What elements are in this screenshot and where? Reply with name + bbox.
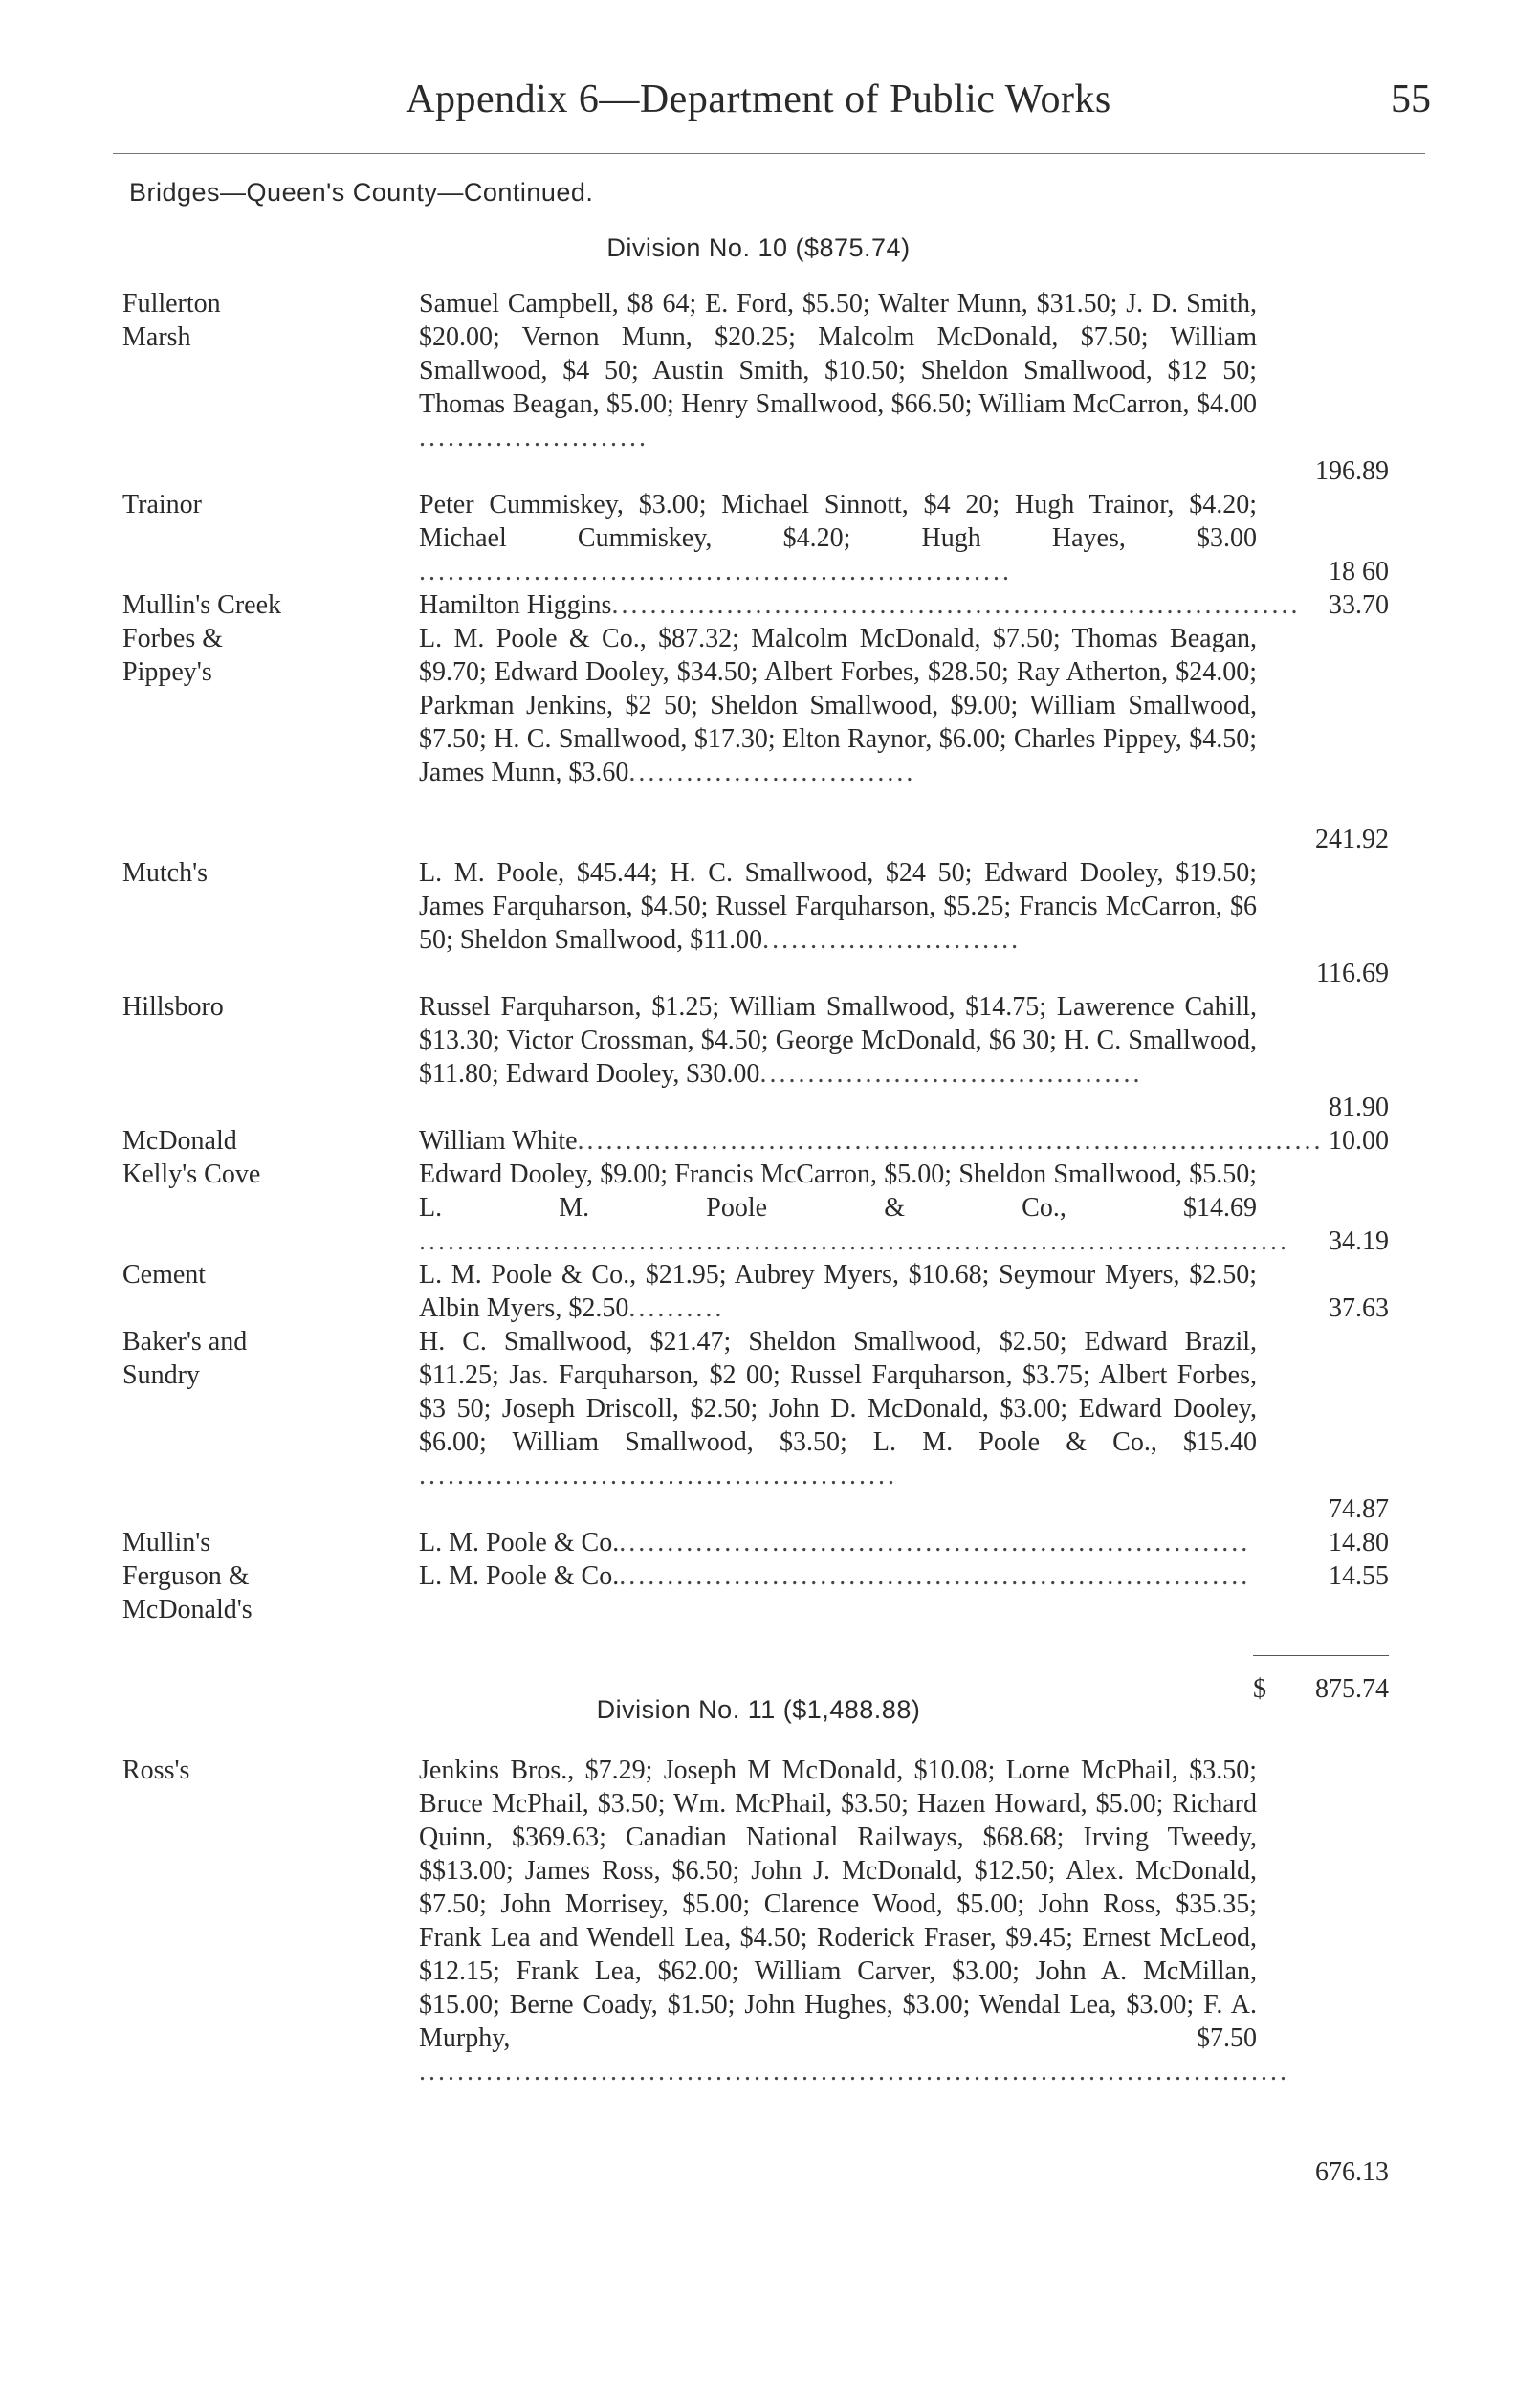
payee-list: L. M. Poole & Co., $21.95; Aubrey Myers, $10.68; Seymour Myers, $2.50; Albin Myers, $2.50 bbox=[419, 1260, 1257, 1323]
section-title: Bridges—Queen's County—Continued. bbox=[129, 178, 594, 207]
entry-amount: 74.87 bbox=[1329, 1494, 1389, 1524]
page-header bbox=[0, 77, 1517, 134]
running-title: Appendix 6—Department of Public Works bbox=[406, 77, 1111, 122]
entry-description: Russel Farquharson, $1.25; William Smallwood, $14.75; Lawerence Cahill, $13.30; Victor Crossman, $4.50; George McDonald, $6 30; H. C. Smallwood, $11.80; Edward Dooley, $30.00........................................ bbox=[419, 992, 1257, 1089]
place-name: Cement bbox=[122, 1260, 207, 1290]
entry-amount: 33.70 bbox=[1329, 590, 1389, 620]
entry-amount: 81.90 bbox=[1329, 1093, 1389, 1122]
place-name: Trainor bbox=[122, 490, 202, 519]
header-rule bbox=[113, 153, 1425, 154]
payee-list: L. M. Poole & Co. bbox=[419, 1528, 620, 1557]
payee-list: Hamilton Higgins bbox=[419, 590, 612, 620]
entry-amount: 676.13 bbox=[1315, 2157, 1389, 2187]
entry-amount: 10.00 bbox=[1329, 1126, 1389, 1156]
place-name: Baker's and Sundry bbox=[122, 1327, 248, 1390]
place-name: Ross's bbox=[122, 1756, 190, 1785]
entry-description: L. M. Poole & Co................................................................... bbox=[419, 1528, 1251, 1557]
payee-list: William White bbox=[419, 1126, 578, 1156]
entry-amount: 116.69 bbox=[1316, 959, 1389, 988]
payee-list: Russel Farquharson, $1.25; William Smallwood, $14.75; Lawerence Cahill, $13.30; Victor Crossman, $4.50; George McDonald, $6 30; H. C. Smallwood, $11.80; Edward Dooley, $30.00 bbox=[419, 992, 1257, 1089]
place-name: Kelly's Cove bbox=[122, 1160, 261, 1189]
payee-list: Jenkins Bros., $7.29; Joseph M McDonald, $10.08; Lorne McPhail, $3.50; Bruce McPhail, $3.50; Wm. McPhail, $3.50; Hazen Howard, $5.00; Richard Quinn, $369.63; Canadian National Railways, $68.68; Irving Tweedy, $$13.00; James Ross, $6.50; John J. McDonald, $12.50; Alex. McDonald, $7.50; John Morrisey, $5.00; Clarence Wood, $5.00; John Ross, $35.35; Frank Lea and Wendell Lea, $4.50; Roderick Fraser, $9.45; Ernest McLeod, $12.15; Frank Lea, $62.00; William Carver, $3.00; John A. McMillan, $15.00; Berne Coady, $1.50; John Hughes, $3.00; Wendal Lea, $3.00; F. A. Murphy, $7.50 bbox=[419, 1756, 1257, 2053]
entry-description: L. M. Poole & Co................................................................... bbox=[419, 1561, 1251, 1591]
place-name: Mutch's bbox=[122, 858, 209, 888]
place-name: Hillsboro bbox=[122, 992, 224, 1022]
place-name: Mullin's bbox=[122, 1528, 211, 1557]
place-name: Forbes & Pippey's bbox=[122, 624, 223, 687]
place-name: Ferguson & McDonald's bbox=[122, 1561, 253, 1624]
payee-list: H. C. Smallwood, $21.47; Sheldon Smallwood, $2.50; Edward Brazil, $11.25; Jas. Farquharson, $2 00; Russel Farquharson, $3.75; Albert Forbes, $3 50; Joseph Driscoll, $2.50; John D. McDonald, $3.00; Edward Dooley, $6.00; William Smallwood, $3.50; L. M. Poole & Co., $15.40 bbox=[419, 1327, 1257, 1457]
entry-description: L. M. Poole, $45.44; H. C. Smallwood, $24 50; Edward Dooley, $19.50; James Farquharson, $4.50; Russel Farquharson, $5.25; Francis McCarron, $6 50; Sheldon Smallwood, $11.00........................... bbox=[419, 858, 1257, 955]
entry-description: L. M. Poole & Co., $87.32; Malcolm McDonald, $7.50; Thomas Beagan, $9.70; Edward Dooley, $34.50; Albert Forbes, $28.50; Ray Atherton, $24.00; Parkman Jenkins, $2 50; Sheldon Smallwood, $9.00; William Smallwood, $7.50; H. C. Smallwood, $17.30; Elton Raynor, $6.00; Charles Pippey, $4.50; James Munn, $3.60.............................. bbox=[419, 624, 1257, 787]
total-currency: $ bbox=[1253, 1674, 1266, 1704]
entry-description: Peter Cummiskey, $3.00; Michael Sinnott, $4 20; Hugh Trainor, $4.20; Michael Cummiskey, $4.20; Hugh Hayes, $3.00.............................................................. bbox=[419, 490, 1257, 586]
entry-amount: 196.89 bbox=[1315, 456, 1389, 486]
entry-amount: 18 60 bbox=[1329, 557, 1389, 586]
division-11-title: Division No. 11 ($1,488.88) bbox=[596, 1695, 921, 1724]
total-rule bbox=[1253, 1655, 1389, 1656]
place-name: Mullin's Creek bbox=[122, 590, 282, 620]
payee-list: Peter Cummiskey, $3.00; Michael Sinnott, $4 20; Hugh Trainor, $4.20; Michael Cummiskey, $4.20; Hugh Hayes, $3.00 bbox=[419, 490, 1257, 553]
entry-amount: 37.63 bbox=[1329, 1293, 1389, 1323]
page-number: 55 bbox=[1391, 77, 1431, 122]
place-name: McDonald bbox=[122, 1126, 237, 1156]
division-10-title: Division No. 10 ($875.74) bbox=[606, 233, 911, 262]
entry-amount: 14.80 bbox=[1329, 1528, 1389, 1557]
payee-list: L. M. Poole & Co., $87.32; Malcolm McDonald, $7.50; Thomas Beagan, $9.70; Edward Dooley, $34.50; Albert Forbes, $28.50; Ray Atherton, $24.00; Parkman Jenkins, $2 50; Sheldon Smallwood, $9.00; William Smallwood, $7.50; H. C. Smallwood, $17.30; Elton Raynor, $6.00; Charles Pippey, $4.50; James Munn, $3.60 bbox=[419, 624, 1257, 787]
entry-description: Edward Dooley, $9.00; Francis McCarron, $5.00; Sheldon Smallwood, $5.50; L. M. Poole & Co., $14.69........................................................................................... bbox=[419, 1160, 1289, 1256]
entry-description: Jenkins Bros., $7.29; Joseph M McDonald, $10.08; Lorne McPhail, $3.50; Bruce McPhail, $3.50; Wm. McPhail, $3.50; Hazen Howard, $5.00; Richard Quinn, $369.63; Canadian National Railways, $68.68; Irving Tweedy, $$13.00; James Ross, $6.50; John J. McDonald, $12.50; Alex. McDonald, $7.50; John Morrisey, $5.00; Clarence Wood, $5.00; John Ross, $35.35; Frank Lea and Wendell Lea, $4.50; Roderick Fraser, $9.45; Ernest McLeod, $12.15; Frank Lea, $62.00; William Carver, $3.00; John A. McMillan, $15.00; Berne Coady, $1.50; John Hughes, $3.00; Wendal Lea, $3.00; F. A. Murphy, $7.50........................................................................................... bbox=[419, 1756, 1289, 2087]
place-name: Fullerton Marsh bbox=[122, 289, 221, 352]
entry-amount: 241.92 bbox=[1315, 825, 1389, 854]
payee-list: L. M. Poole, $45.44; H. C. Smallwood, $24 50; Edward Dooley, $19.50; James Farquharson, $4.50; Russel Farquharson, $5.25; Francis McCarron, $6 50; Sheldon Smallwood, $11.00 bbox=[419, 858, 1257, 955]
entry-amount: 34.19 bbox=[1329, 1226, 1389, 1256]
entry-amount: 14.55 bbox=[1329, 1561, 1389, 1591]
payee-list: L. M. Poole & Co. bbox=[419, 1561, 620, 1591]
payee-list: Edward Dooley, $9.00; Francis McCarron, $5.00; Sheldon Smallwood, $5.50; L. M. Poole & Co., $14.69 bbox=[419, 1160, 1257, 1223]
entry-description: Samuel Campbell, $8 64; E. Ford, $5.50; Walter Munn, $31.50; J. D. Smith, $20.00; Vernon Munn, $20.25; Malcolm McDonald, $7.50; William Smallwood, $4 50; Austin Smith, $10.50; Sheldon Smallwood, $12 50; Thomas Beagan, $5.00; Henry Smallwood, $66.50; William McCarron, $4.00........................ bbox=[419, 289, 1257, 453]
entry-description: H. C. Smallwood, $21.47; Sheldon Smallwood, $2.50; Edward Brazil, $11.25; Jas. Farquharson, $2 00; Russel Farquharson, $3.75; Albert Forbes, $3 50; Joseph Driscoll, $2.50; John D. McDonald, $3.00; Edward Dooley, $6.00; William Smallwood, $3.50; L. M. Poole & Co., $15.40.................................................. bbox=[419, 1327, 1257, 1491]
total-amount: 875.74 bbox=[1315, 1674, 1389, 1704]
entry-description: L. M. Poole & Co., $21.95; Aubrey Myers, $10.68; Seymour Myers, $2.50; Albin Myers, $2.50.......... bbox=[419, 1260, 1257, 1323]
payee-list: Samuel Campbell, $8 64; E. Ford, $5.50; Walter Munn, $31.50; J. D. Smith, $20.00; Vernon Munn, $20.25; Malcolm McDonald, $7.50; William Smallwood, $4 50; Austin Smith, $10.50; Sheldon Smallwood, $12 50; Thomas Beagan, $5.00; Henry Smallwood, $66.50; William McCarron, $4.00 bbox=[419, 289, 1257, 419]
entry-description: Hamilton Higgins........................................................................ bbox=[419, 590, 1301, 620]
entry-description: William White.............................................................................. bbox=[419, 1126, 1324, 1156]
